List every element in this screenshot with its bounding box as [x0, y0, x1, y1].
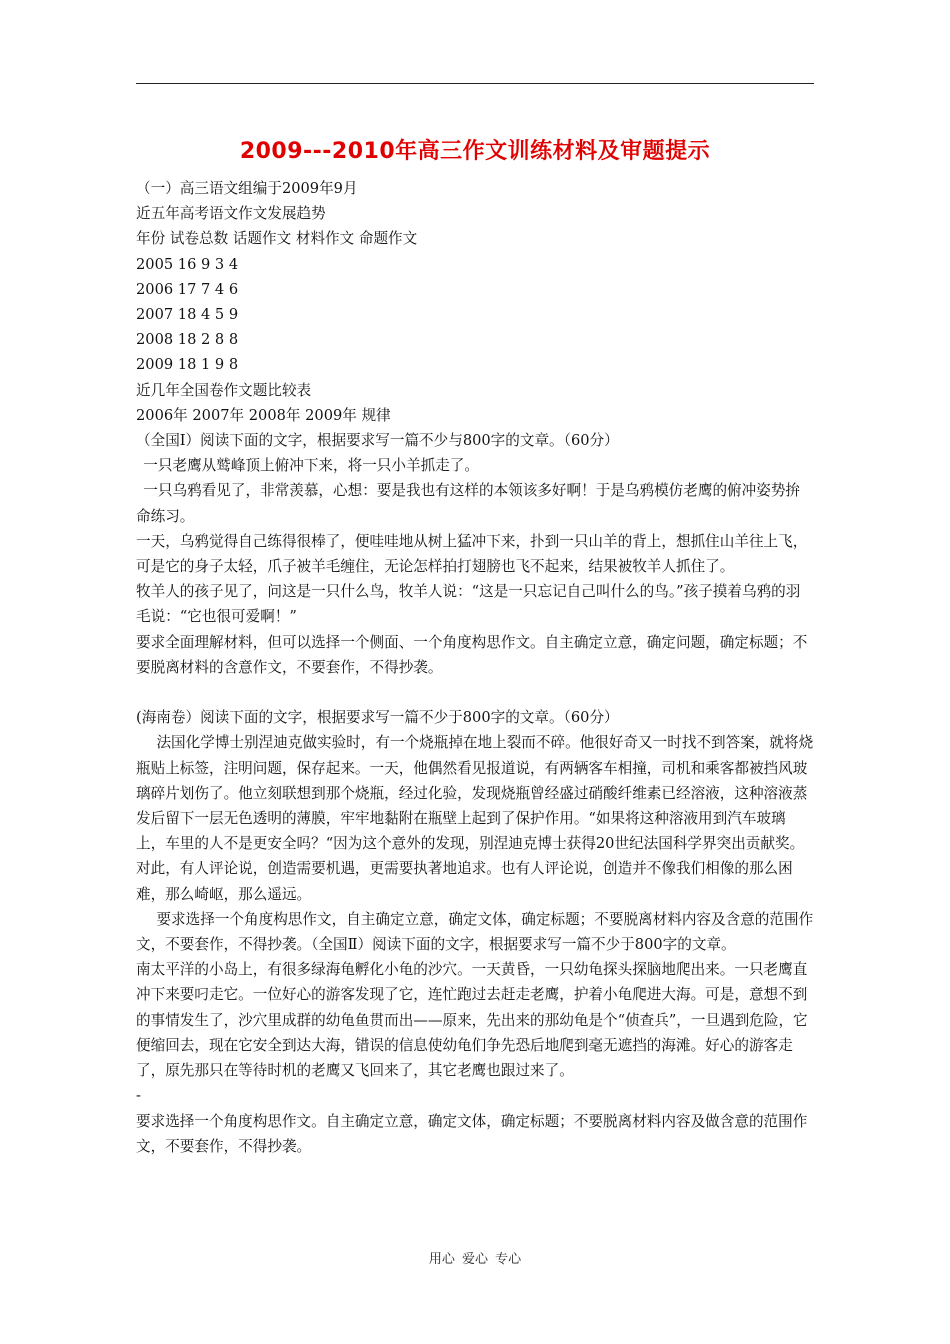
hainan-prompt: (海南卷）阅读下面的文字，根据要求写一篇不少于800字的文章。（60分）	[136, 709, 619, 727]
quanguo1-prompt: （全国Ⅰ）阅读下面的文字，根据要求写一篇不少与800字的文章。（60分）	[136, 432, 619, 450]
document-title: 2009---2010年高三作文训练材料及审题提示	[239, 139, 711, 164]
quanguo1-paragraph: 一天，乌鸦觉得自己练得很棒了，便哇哇地从树上猛冲下来，扑到一只山羊的背上，想抓住山羊往上飞，可是它的身子太轻，爪子被羊毛缠住，无论怎样拍打翅膀也飞不起来，结果被牧羊人抓住了。	[136, 532, 808, 576]
header-rule	[136, 83, 814, 84]
trend-row-2008: 2008 18 2 8 8	[136, 331, 239, 349]
author-line: （一）高三语文组编于2009年9月	[136, 180, 358, 197]
document-body	[136, 176, 814, 1159]
compare-title: 近几年全国卷作文题比较表	[136, 381, 312, 399]
page-footer: 用心 爱心 专心	[428, 1252, 522, 1267]
hainan-requirement: 要求选择一个角度构思作文，自主确定立意，确定文体，确定标题；不要脱离材料内容及含意的范围作文，不要套作，不得抄袭。（全国Ⅱ）阅读下面的文字，根据要求写一篇不少于800字的文章。	[136, 910, 814, 954]
trend-row-2007: 2007 18 4 5 9	[136, 306, 239, 324]
quanguo2-paragraph: 南太平洋的小岛上，有很多绿海龟孵化小龟的沙穴。一天黄昏，一只幼龟探头探脑地爬出来。一只老鹰直冲下来要叼走它。一位好心的游客发现了它，连忙跑过去赶走老鹰，护着小龟爬进大海。可是，意想不到的事情发生了，沙穴里成群的幼龟鱼贯而出——原来，先出来的那幼龟是个“侦查兵”，一旦遇到危险，它便缩回去，现在它安全到达大海，错误的信息使幼龟们争先恐后地爬到毫无遮挡的海滩。好心的游客走了，原先那只在等待时机的老鹰又飞回来了，其它老鹰也跟过来了。	[136, 961, 808, 1080]
quanguo1-paragraph: 一只老鹰从鹫峰顶上俯冲下来，将一只小羊抓走了。	[143, 457, 479, 475]
blank-line	[136, 680, 814, 705]
quanguo1-paragraph: 牧羊人的孩子见了，问这是一只什么鸟，牧羊人说：“这是一只忘记自己叫什么的鸟。”孩子摸着乌鸦的羽毛说：“它也很可爱啊！”	[136, 583, 801, 626]
trend-row-2005: 2005 16 9 3 4	[136, 255, 239, 273]
quanguo1-requirement: 要求全面理解材料，但可以选择一个侧面、一个角度构思作文。自主确定立意，确定问题，确定标题；不要脱离材料的含意作文，不要套作，不得抄袭。	[136, 633, 808, 676]
quanguo1-paragraph: 一只乌鸦看见了，非常羡慕，心想：要是我也有这样的本领该多好啊！于是乌鸦模仿老鹰的俯冲姿势拚命练习。	[136, 482, 801, 525]
trend-row-2006: 2006 17 7 4 6	[136, 280, 239, 298]
quanguo2-requirement: 要求选择一个角度构思作文。自主确定立意，确定文体，确定标题；不要脱离材料内容及做含意的范围作文，不要套作，不得抄袭。	[136, 1112, 808, 1155]
separator-dash: -	[136, 1087, 141, 1105]
trend-row-2009: 2009 18 1 9 8	[136, 356, 239, 374]
trend-title: 近五年高考语文作文发展趋势	[136, 205, 326, 223]
compare-header: 2006年 2007年 2008年 2009年 规律	[136, 406, 391, 424]
hainan-paragraph: 法国化学博士别涅迪克做实验时，有一个烧瓶掉在地上裂而不碎。他很好奇又一时找不到答案，就将烧瓶贴上标签，注明问题，保存起来。一天，他偶然看见报道说，有两辆客车相撞，司机和乘客都被挡风玻璃碎片划伤了。他立刻联想到那个烧瓶，经过化验，发现烧瓶曾经盛过硝酸纤维素已经溶液，这种溶液蒸发后留下一层无色透明的薄膜，牢牢地黏附在瓶壁上起到了保护作用。“如果将这种溶液用到汽车玻璃上，车里的人不是更安全吗？“因为这个意外的发现，别涅迪克博士获得20世纪法国科学界突出贡献奖。对此，有人评论说，创造需要机遇，更需要执著地追求。也有人评论说，创造并不像我们相像的那么困难，那么崎岖，那么遥远。	[136, 734, 814, 903]
trend-table-header: 年份 试卷总数 话题作文 材料作文 命题作文	[136, 230, 418, 248]
